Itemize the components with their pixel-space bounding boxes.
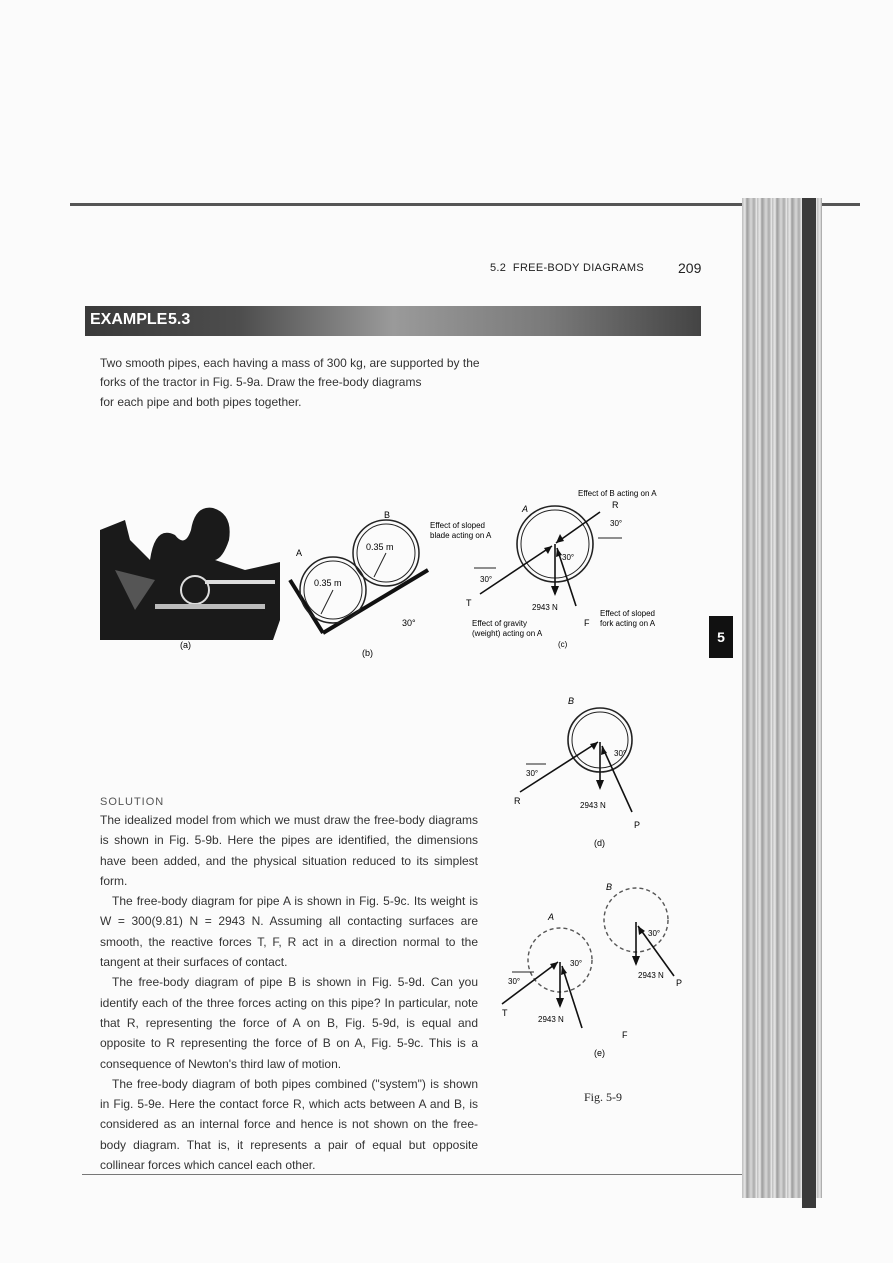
- book-spine-shadow: [802, 198, 816, 1208]
- weight-label: 2943 N: [580, 801, 606, 810]
- angle-label: 30°: [562, 553, 575, 562]
- force-t-label: T: [502, 1008, 508, 1018]
- pipe-b-radius: 0.35 m: [366, 542, 394, 552]
- angle-label: 30°: [570, 959, 583, 968]
- problem-statement: [100, 354, 480, 412]
- angle-label: 30°: [526, 769, 539, 778]
- weight-b-label: 2943 N: [638, 971, 664, 980]
- force-f-label: F: [622, 1030, 628, 1040]
- figure-c-fbd-pipe-a: [430, 482, 710, 652]
- problem-line: Two smooth pipes, each having a mass of 300 kg, are supported by the: [100, 356, 480, 370]
- running-title: FREE-BODY DIAGRAMS: [512, 262, 645, 274]
- figure-e-fbd-system: [498, 880, 698, 1060]
- solution-paragraph: The free-body diagram of both pipes combined ("system") is shown in Fig. 5-9e. Here the contact force R, which acts between A and B, is considered as an internal force and hence is not shown on the free-body diagram. That is, it represents a pair of equal but opposite collinear forces which cancel each other.: [100, 1076, 478, 1173]
- note-effect-of-b: Effect of B acting on A: [578, 489, 657, 498]
- solution-body: [100, 810, 478, 1175]
- example-number: 5.3: [168, 311, 191, 328]
- pipe-a-label: A: [296, 548, 303, 558]
- force-t-arrow: [480, 546, 552, 594]
- figure-a-photo: [95, 500, 285, 650]
- angle-label: 30°: [648, 929, 661, 938]
- pipe-a-radius: 0.35 m: [314, 578, 342, 588]
- section-number: 5.2: [490, 262, 507, 274]
- force-r-arrow: [520, 742, 598, 792]
- force-t-label: T: [466, 598, 472, 608]
- chapter-tab: 5: [709, 616, 733, 658]
- figure-b-caption: (b): [362, 648, 373, 658]
- force-p-label: P: [634, 820, 641, 830]
- problem-line: for each pipe and both pipes together.: [100, 394, 302, 409]
- weight-a-label: 2943 N: [538, 1015, 564, 1024]
- note-effect-of-fork: Effect of sloped fork acting on A: [600, 609, 656, 628]
- example-label: EXAMPLE: [90, 311, 168, 328]
- figure-b-model: [288, 508, 438, 658]
- note-effect-of-gravity: Effect of gravity (weight) acting on A: [472, 619, 543, 638]
- pipe-b-label: B: [568, 696, 575, 706]
- fork-angle-label: 30°: [402, 618, 416, 628]
- note-effect-of-blade: Effect of sloped blade acting on A: [430, 521, 492, 540]
- pipe-a-label: A: [522, 504, 529, 514]
- pipe-a-label: A: [548, 912, 555, 922]
- figure-c-caption: (c): [558, 640, 568, 649]
- force-f-label: F: [584, 618, 590, 628]
- force-r-label: R: [514, 796, 521, 806]
- solution-paragraph: The free-body diagram of pipe B is shown in Fig. 5-9d. Can you identify each of the three forces acting on this pipe? In particular, note that R, representing the force of A on B, Fig. 5-9d, is equal and opposite to R representing the force of B on A, Fig. 5-9c. This is a consequence of Newton's third law of motion.: [100, 975, 478, 1071]
- figure-d-fbd-pipe-b: [510, 680, 670, 850]
- solution-heading: SOLUTION: [100, 796, 165, 808]
- angle-label: 30°: [614, 749, 627, 758]
- force-p-label: P: [676, 978, 683, 988]
- solution-paragraph: The free-body diagram for pipe A is shown in Fig. 5-9c. Its weight is W = 300(9.81) N = 2943 N. Assuming all contacting surfaces are smooth, the reactive forces T, F, R act in a direction normal to the tangent at their surfaces of contact.: [100, 894, 478, 970]
- figure-d-caption: (d): [594, 838, 605, 848]
- figure-caption: Fig. 5-9: [584, 1090, 623, 1104]
- force-r-label: R: [612, 500, 619, 510]
- running-head: [490, 262, 644, 274]
- figure-a-caption: (a): [180, 640, 191, 650]
- page-number: 209: [678, 260, 702, 276]
- pipe-b-label: B: [606, 882, 613, 892]
- angle-label: 30°: [508, 977, 521, 986]
- angle-label: 30°: [610, 519, 623, 528]
- force-f-arrow: [562, 966, 582, 1028]
- figure-e-caption: (e): [594, 1048, 605, 1058]
- solution-paragraph: The idealized model from which we must draw the free-body diagrams is shown in Fig. 5-9b. Here the pipes are identified, the dimensions have been added, and the physical situation reduced to its simplest form.: [100, 813, 478, 888]
- problem-line: forks of the tractor in Fig. 5-9a. Draw the free-body diagrams: [100, 375, 422, 390]
- weight-label: 2943 N: [532, 603, 558, 612]
- force-r-arrow: [556, 512, 600, 543]
- pipe-b-label: B: [384, 510, 391, 520]
- angle-label: 30°: [480, 575, 493, 584]
